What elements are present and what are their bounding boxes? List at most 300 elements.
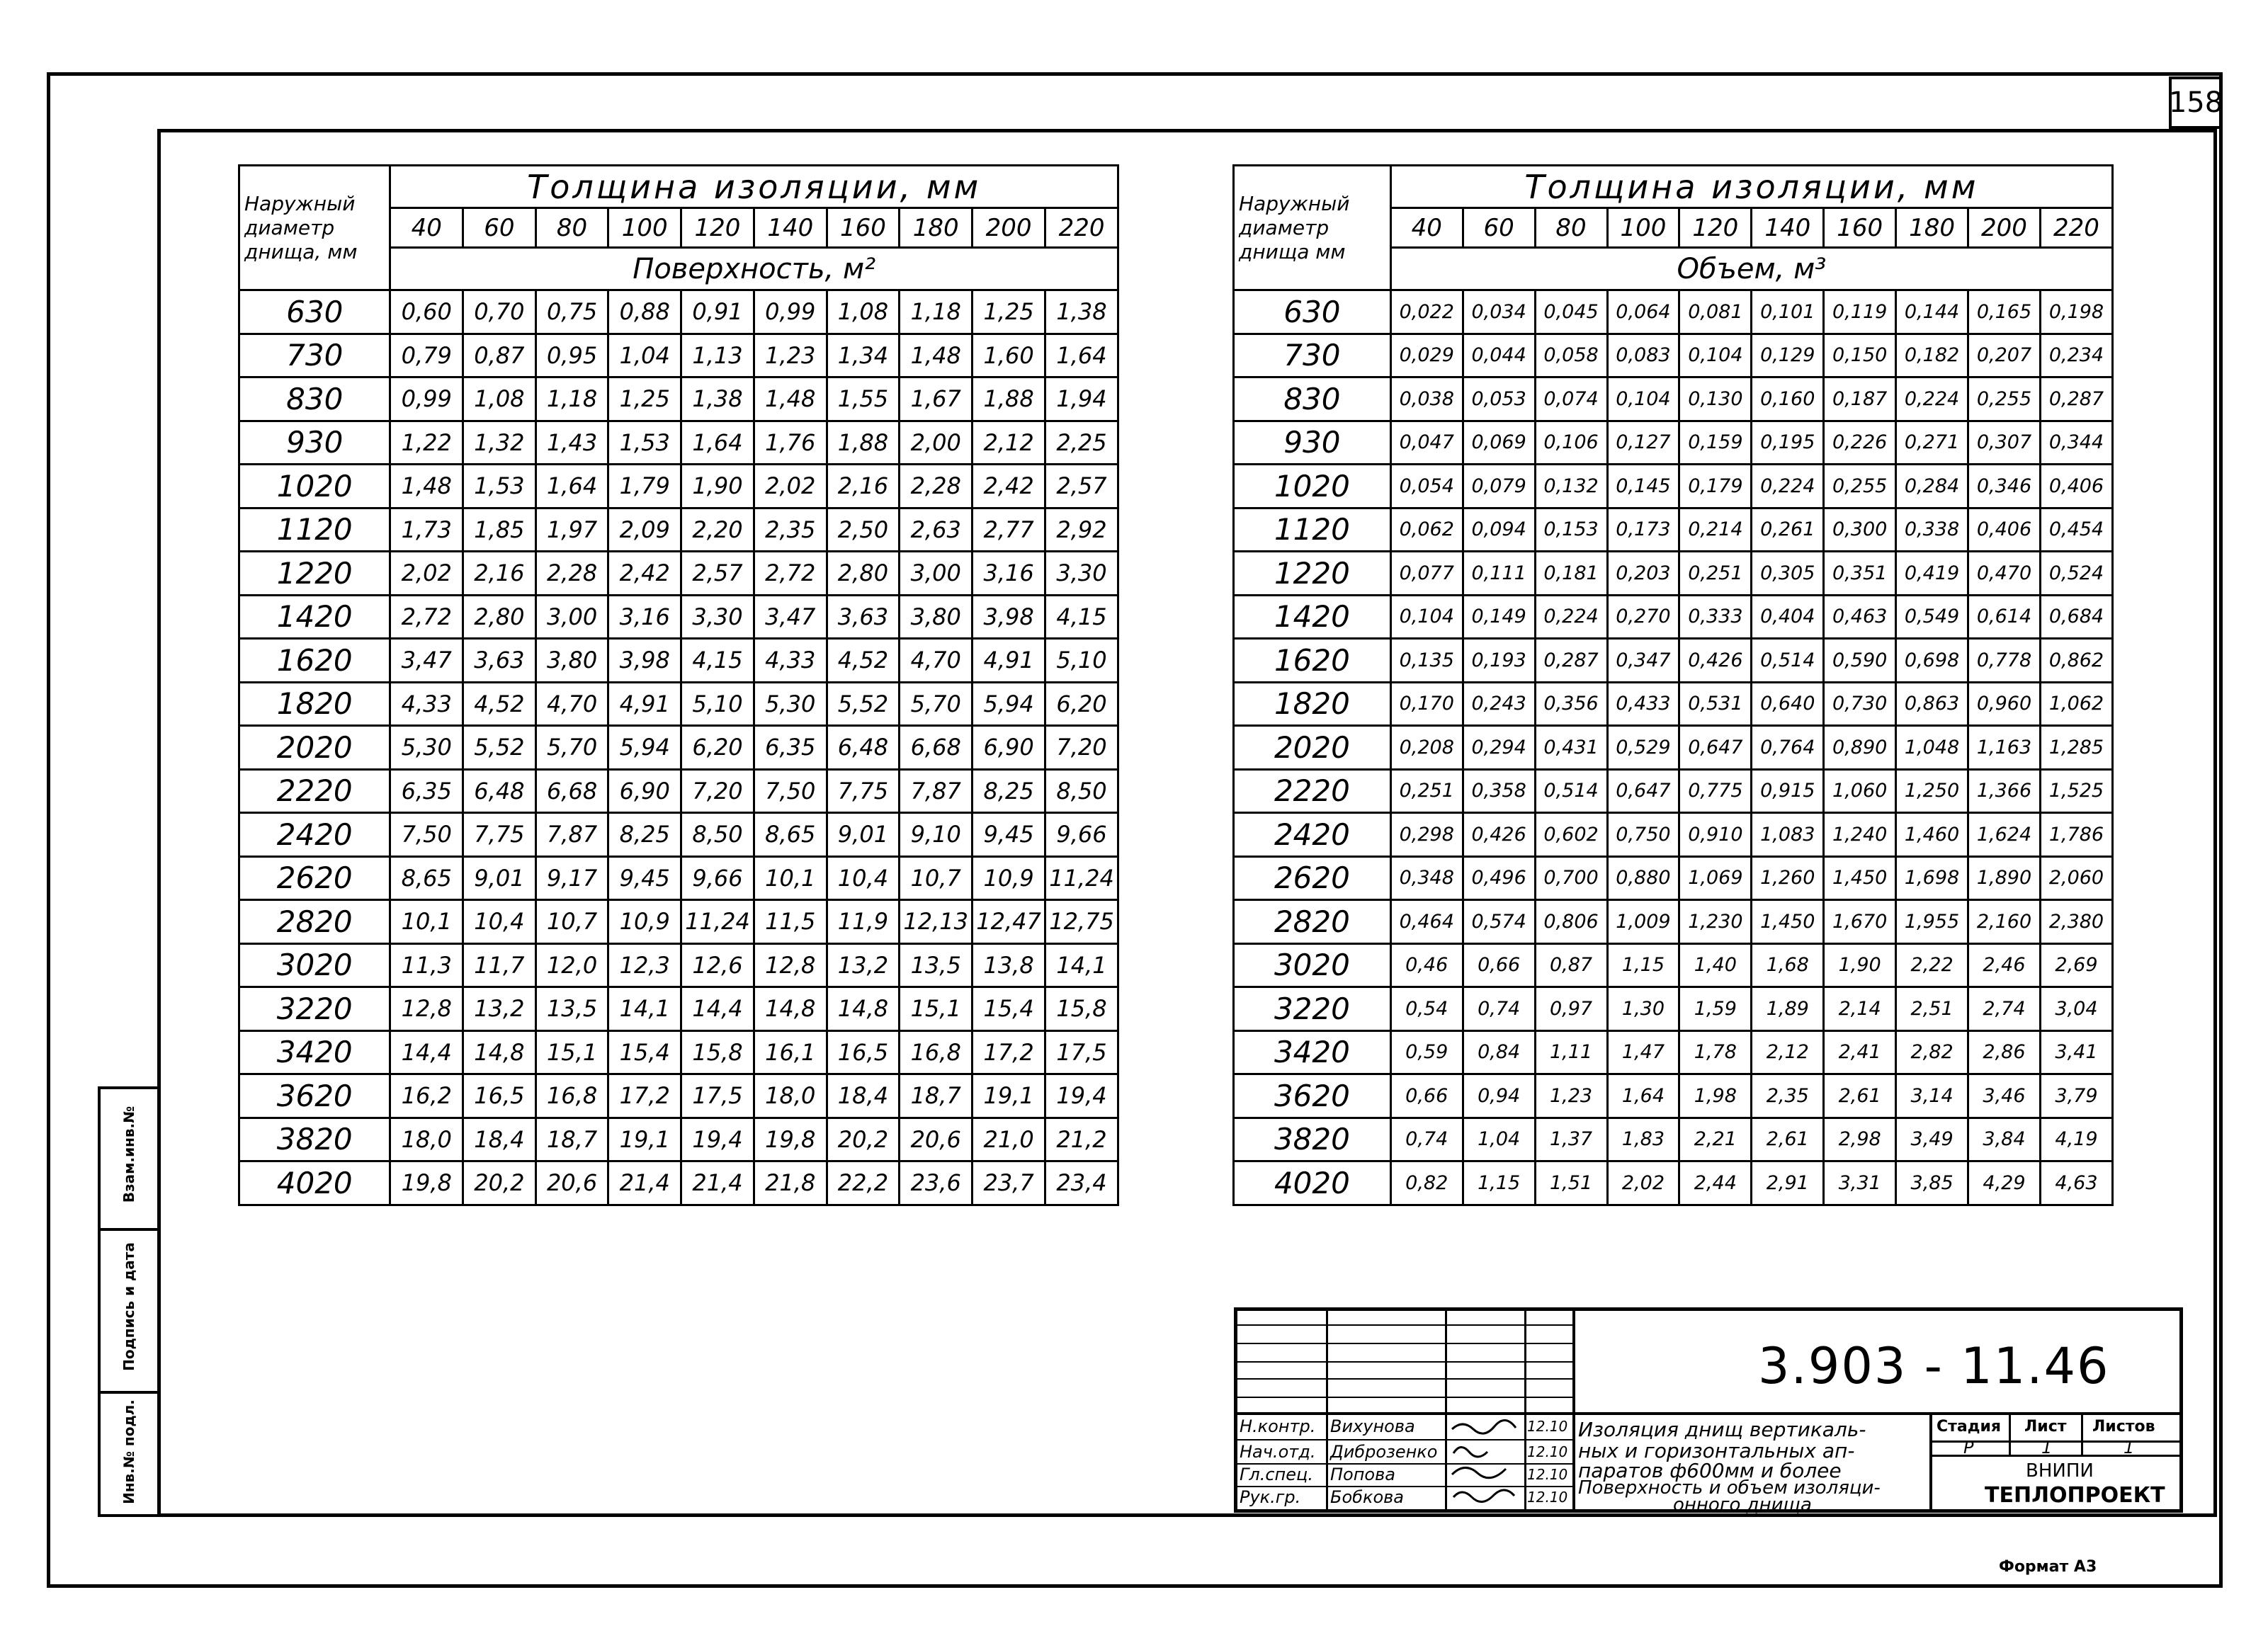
value-cell: 2,51 bbox=[1896, 987, 1968, 1031]
value-cell: 2,12 bbox=[1752, 1030, 1824, 1074]
value-cell: 0,406 bbox=[2040, 465, 2112, 508]
value-cell: 0,700 bbox=[1535, 856, 1607, 900]
value-cell: 14,1 bbox=[1045, 943, 1118, 987]
value-cell: 1,88 bbox=[973, 377, 1045, 421]
value-cell: 1,698 bbox=[1896, 856, 1968, 900]
value-cell: 0,145 bbox=[1607, 465, 1679, 508]
thickness-column-header: 220 bbox=[2040, 208, 2112, 248]
value-cell: 0,862 bbox=[2040, 639, 2112, 683]
side-stamp-label-replace: Взам.инв.№ bbox=[120, 1106, 137, 1203]
value-cell: 0,347 bbox=[1607, 639, 1679, 683]
value-cell: 1,955 bbox=[1896, 900, 1968, 944]
value-cell: 2,380 bbox=[2040, 900, 2112, 944]
value-cell: 3,30 bbox=[1045, 552, 1118, 596]
diameter-cell: 1420 bbox=[239, 595, 390, 639]
document-code: 3.903 - 11.46 bbox=[1758, 1337, 2110, 1395]
value-cell: 0,127 bbox=[1607, 421, 1679, 465]
value-cell: 11,24 bbox=[681, 900, 754, 944]
diameter-cell: 630 bbox=[1234, 290, 1391, 334]
value-cell: 5,70 bbox=[535, 726, 608, 770]
diameter-cell: 1120 bbox=[239, 508, 390, 552]
value-cell: 2,80 bbox=[463, 595, 536, 639]
value-cell: 19,8 bbox=[754, 1118, 827, 1161]
value-cell: 12,8 bbox=[390, 987, 463, 1031]
value-cell: 0,454 bbox=[2040, 508, 2112, 552]
value-cell: 0,094 bbox=[1463, 508, 1535, 552]
value-cell: 4,70 bbox=[900, 639, 973, 683]
value-cell: 0,203 bbox=[1607, 552, 1679, 596]
value-cell: 0,045 bbox=[1535, 290, 1607, 334]
value-cell: 10,7 bbox=[900, 856, 973, 900]
value-cell: 2,060 bbox=[2040, 856, 2112, 900]
value-cell: 12,75 bbox=[1045, 900, 1118, 944]
value-cell: 2,57 bbox=[1045, 465, 1118, 508]
value-cell: 0,047 bbox=[1390, 421, 1463, 465]
value-cell: 9,01 bbox=[463, 856, 536, 900]
value-cell: 4,29 bbox=[1968, 1161, 2041, 1205]
table-row bbox=[239, 769, 1118, 813]
description-line: Изоляция днищ вертикаль- bbox=[1578, 1418, 1866, 1441]
value-cell: 0,806 bbox=[1535, 900, 1607, 944]
value-cell: 1,59 bbox=[1679, 987, 1752, 1031]
diameter-cell: 1620 bbox=[239, 639, 390, 683]
role-label: Гл.спец. bbox=[1240, 1465, 1313, 1484]
value-cell: 0,243 bbox=[1463, 682, 1535, 726]
diameter-cell: 1820 bbox=[239, 682, 390, 726]
value-cell: 0,053 bbox=[1463, 377, 1535, 421]
value-cell: 1,23 bbox=[754, 334, 827, 377]
value-cell: 2,44 bbox=[1679, 1161, 1752, 1205]
value-cell: 0,058 bbox=[1535, 334, 1607, 377]
table-row bbox=[1234, 1030, 2113, 1074]
table-row bbox=[239, 334, 1118, 377]
value-cell: 0,602 bbox=[1535, 813, 1607, 857]
table-row bbox=[1234, 290, 2113, 334]
value-cell: 0,181 bbox=[1535, 552, 1607, 596]
thickness-header: Толщина изоляции, мм bbox=[1390, 166, 2112, 208]
value-cell: 1,890 bbox=[1968, 856, 2041, 900]
value-cell: 0,464 bbox=[1390, 900, 1463, 944]
value-cell: 19,4 bbox=[681, 1118, 754, 1161]
value-cell: 2,57 bbox=[681, 552, 754, 596]
table-row bbox=[1234, 943, 2113, 987]
value-cell: 21,0 bbox=[973, 1118, 1045, 1161]
value-cell: 0,224 bbox=[1752, 465, 1824, 508]
table-row bbox=[239, 421, 1118, 465]
value-cell: 0,79 bbox=[390, 334, 463, 377]
value-cell: 3,30 bbox=[681, 595, 754, 639]
value-cell: 18,4 bbox=[827, 1074, 900, 1118]
value-cell: 11,24 bbox=[1045, 856, 1118, 900]
value-cell: 0,224 bbox=[1896, 377, 1968, 421]
diameter-cell: 3620 bbox=[1234, 1074, 1391, 1118]
value-cell: 5,52 bbox=[827, 682, 900, 726]
value-cell: 19,1 bbox=[973, 1074, 1045, 1118]
value-cell: 2,42 bbox=[608, 552, 681, 596]
table-row bbox=[1234, 1118, 2113, 1161]
value-cell: 0,294 bbox=[1463, 726, 1535, 770]
value-cell: 0,153 bbox=[1535, 508, 1607, 552]
value-cell: 11,3 bbox=[390, 943, 463, 987]
value-cell: 2,91 bbox=[1752, 1161, 1824, 1205]
value-cell: 1,22 bbox=[390, 421, 463, 465]
value-cell: 0,419 bbox=[1896, 552, 1968, 596]
value-cell: 11,5 bbox=[754, 900, 827, 944]
value-cell: 2,82 bbox=[1896, 1030, 1968, 1074]
value-cell: 5,10 bbox=[1045, 639, 1118, 683]
value-cell: 16,1 bbox=[754, 1030, 827, 1074]
value-cell: 0,101 bbox=[1752, 290, 1824, 334]
diameter-cell: 4020 bbox=[1234, 1161, 1391, 1205]
value-cell: 9,45 bbox=[608, 856, 681, 900]
sheet-number: 158 bbox=[2169, 76, 2223, 129]
value-cell: 1,04 bbox=[608, 334, 681, 377]
value-cell: 1,48 bbox=[390, 465, 463, 508]
value-cell: 1,525 bbox=[2040, 769, 2112, 813]
value-cell: 3,16 bbox=[973, 552, 1045, 596]
value-cell: 1,51 bbox=[1535, 1161, 1607, 1205]
value-cell: 14,4 bbox=[681, 987, 754, 1031]
diameter-cell: 2620 bbox=[1234, 856, 1391, 900]
value-cell: 2,12 bbox=[973, 421, 1045, 465]
value-cell: 0,764 bbox=[1752, 726, 1824, 770]
value-cell: 2,72 bbox=[390, 595, 463, 639]
value-cell: 0,195 bbox=[1752, 421, 1824, 465]
value-cell: 0,960 bbox=[1968, 682, 2041, 726]
value-cell: 1,38 bbox=[681, 377, 754, 421]
value-cell: 12,8 bbox=[754, 943, 827, 987]
value-cell: 1,78 bbox=[1679, 1030, 1752, 1074]
value-cell: 0,187 bbox=[1824, 377, 1896, 421]
value-cell: 4,15 bbox=[681, 639, 754, 683]
value-cell: 1,230 bbox=[1679, 900, 1752, 944]
value-cell: 1,73 bbox=[390, 508, 463, 552]
value-cell: 17,2 bbox=[973, 1030, 1045, 1074]
value-cell: 1,37 bbox=[1535, 1118, 1607, 1161]
value-cell: 13,2 bbox=[463, 987, 536, 1031]
value-cell: 15,8 bbox=[1045, 987, 1118, 1031]
value-cell: 3,41 bbox=[2040, 1030, 2112, 1074]
value-cell: 1,460 bbox=[1896, 813, 1968, 857]
value-cell: 1,285 bbox=[2040, 726, 2112, 770]
value-cell: 19,8 bbox=[390, 1161, 463, 1205]
value-cell: 2,69 bbox=[2040, 943, 2112, 987]
value-cell: 0,880 bbox=[1607, 856, 1679, 900]
value-cell: 9,66 bbox=[1045, 813, 1118, 857]
value-cell: 1,53 bbox=[608, 421, 681, 465]
value-cell: 16,8 bbox=[900, 1030, 973, 1074]
value-cell: 2,61 bbox=[1824, 1074, 1896, 1118]
value-cell: 3,04 bbox=[2040, 987, 2112, 1031]
table-row bbox=[1234, 508, 2113, 552]
value-cell: 0,255 bbox=[1824, 465, 1896, 508]
signatures-graphic bbox=[1446, 1414, 1524, 1511]
value-cell: 18,0 bbox=[390, 1118, 463, 1161]
value-cell: 10,9 bbox=[608, 900, 681, 944]
value-cell: 0,590 bbox=[1824, 639, 1896, 683]
value-cell: 12,0 bbox=[535, 943, 608, 987]
value-cell: 11,9 bbox=[827, 900, 900, 944]
table-row bbox=[1234, 552, 2113, 596]
value-cell: 0,150 bbox=[1824, 334, 1896, 377]
value-cell: 5,70 bbox=[900, 682, 973, 726]
value-cell: 0,198 bbox=[2040, 290, 2112, 334]
value-cell: 14,4 bbox=[390, 1030, 463, 1074]
value-cell: 1,060 bbox=[1824, 769, 1896, 813]
value-cell: 0,730 bbox=[1824, 682, 1896, 726]
diameter-cell: 930 bbox=[1234, 421, 1391, 465]
value-cell: 0,614 bbox=[1968, 595, 2041, 639]
value-cell: 1,048 bbox=[1896, 726, 1968, 770]
value-cell: 0,135 bbox=[1390, 639, 1463, 683]
value-cell: 8,50 bbox=[681, 813, 754, 857]
value-cell: 1,76 bbox=[754, 421, 827, 465]
surface-table-body bbox=[239, 290, 1118, 1205]
value-cell: 7,20 bbox=[1045, 726, 1118, 770]
value-cell: 15,1 bbox=[900, 987, 973, 1031]
value-cell: 1,366 bbox=[1968, 769, 2041, 813]
surface-subheader: Поверхность, м² bbox=[390, 248, 1118, 290]
value-cell: 1,30 bbox=[1607, 987, 1679, 1031]
value-cell: 0,890 bbox=[1824, 726, 1896, 770]
value-cell: 2,00 bbox=[900, 421, 973, 465]
value-cell: 1,34 bbox=[827, 334, 900, 377]
value-cell: 14,1 bbox=[608, 987, 681, 1031]
value-cell: 6,48 bbox=[827, 726, 900, 770]
value-cell: 0,70 bbox=[463, 290, 536, 334]
table-row bbox=[1234, 1074, 2113, 1118]
value-cell: 0,022 bbox=[1390, 290, 1463, 334]
signer-name: Попова bbox=[1330, 1465, 1395, 1484]
sign-date: 12.10 bbox=[1527, 1489, 1568, 1506]
value-cell: 5,94 bbox=[973, 682, 1045, 726]
stage-value: Р bbox=[1963, 1438, 1974, 1457]
diameter-cell: 4020 bbox=[239, 1161, 390, 1205]
value-cell: 0,406 bbox=[1968, 508, 2041, 552]
value-cell: 0,298 bbox=[1390, 813, 1463, 857]
value-cell: 2,74 bbox=[1968, 987, 2041, 1031]
diameter-cell: 830 bbox=[239, 377, 390, 421]
value-cell: 7,50 bbox=[754, 769, 827, 813]
thickness-column-header: 140 bbox=[754, 208, 827, 248]
value-cell: 1,64 bbox=[535, 465, 608, 508]
value-cell: 0,287 bbox=[2040, 377, 2112, 421]
diameter-cell: 1620 bbox=[1234, 639, 1391, 683]
format-label: Формат А3 bbox=[1999, 1558, 2097, 1576]
value-cell: 3,80 bbox=[900, 595, 973, 639]
value-cell: 0,647 bbox=[1679, 726, 1752, 770]
diameter-cell: 2020 bbox=[1234, 726, 1391, 770]
diameter-cell: 1220 bbox=[239, 552, 390, 596]
value-cell: 0,82 bbox=[1390, 1161, 1463, 1205]
value-cell: 0,160 bbox=[1752, 377, 1824, 421]
value-cell: 3,80 bbox=[535, 639, 608, 683]
value-cell: 14,8 bbox=[754, 987, 827, 1031]
value-cell: 2,35 bbox=[1752, 1074, 1824, 1118]
table-row bbox=[239, 1118, 1118, 1161]
value-cell: 0,207 bbox=[1968, 334, 2041, 377]
value-cell: 1,64 bbox=[1045, 334, 1118, 377]
value-cell: 2,35 bbox=[754, 508, 827, 552]
value-cell: 1,450 bbox=[1752, 900, 1824, 944]
value-cell: 6,20 bbox=[1045, 682, 1118, 726]
value-cell: 0,129 bbox=[1752, 334, 1824, 377]
value-cell: 0,348 bbox=[1390, 856, 1463, 900]
role-label: Нач.отд. bbox=[1240, 1442, 1316, 1462]
diameter-cell: 2220 bbox=[239, 769, 390, 813]
value-cell: 0,106 bbox=[1535, 421, 1607, 465]
value-cell: 4,91 bbox=[608, 682, 681, 726]
value-cell: 2,41 bbox=[1824, 1030, 1896, 1074]
thickness-column-header: 160 bbox=[827, 208, 900, 248]
diameter-cell: 3820 bbox=[1234, 1118, 1391, 1161]
value-cell: 2,22 bbox=[1896, 943, 1968, 987]
value-cell: 7,87 bbox=[900, 769, 973, 813]
value-cell: 20,6 bbox=[900, 1118, 973, 1161]
value-cell: 2,28 bbox=[900, 465, 973, 508]
value-cell: 0,66 bbox=[1463, 943, 1535, 987]
diameter-cell: 1220 bbox=[1234, 552, 1391, 596]
table-row bbox=[239, 682, 1118, 726]
value-cell: 0,261 bbox=[1752, 508, 1824, 552]
value-cell: 13,2 bbox=[827, 943, 900, 987]
table-row bbox=[239, 943, 1118, 987]
value-cell: 0,647 bbox=[1607, 769, 1679, 813]
surface-table bbox=[238, 164, 1119, 1206]
value-cell: 0,358 bbox=[1463, 769, 1535, 813]
value-cell: 0,698 bbox=[1896, 639, 1968, 683]
value-cell: 0,193 bbox=[1463, 639, 1535, 683]
sheet-value: 1 bbox=[2041, 1438, 2053, 1457]
value-cell: 16,2 bbox=[390, 1074, 463, 1118]
side-stamp-cell-signature bbox=[101, 1231, 160, 1394]
value-cell: 7,75 bbox=[463, 813, 536, 857]
value-cell: 16,5 bbox=[827, 1030, 900, 1074]
value-cell: 2,46 bbox=[1968, 943, 2041, 987]
diameter-cell: 3020 bbox=[239, 943, 390, 987]
value-cell: 2,63 bbox=[900, 508, 973, 552]
value-cell: 1,32 bbox=[463, 421, 536, 465]
value-cell: 0,044 bbox=[1463, 334, 1535, 377]
value-cell: 0,083 bbox=[1607, 334, 1679, 377]
value-cell: 0,549 bbox=[1896, 595, 1968, 639]
value-cell: 4,91 bbox=[973, 639, 1045, 683]
value-cell: 0,130 bbox=[1679, 377, 1752, 421]
value-cell: 2,09 bbox=[608, 508, 681, 552]
value-cell: 3,98 bbox=[608, 639, 681, 683]
signer-name: Вихунова bbox=[1330, 1416, 1415, 1436]
description-line: паратов ф600мм и более bbox=[1578, 1459, 1842, 1482]
value-cell: 1,43 bbox=[535, 421, 608, 465]
sign-date: 12.10 bbox=[1527, 1418, 1568, 1435]
table-row bbox=[239, 726, 1118, 770]
value-cell: 2,86 bbox=[1968, 1030, 2041, 1074]
value-cell: 1,083 bbox=[1752, 813, 1824, 857]
value-cell: 6,35 bbox=[390, 769, 463, 813]
table-row bbox=[239, 1074, 1118, 1118]
diameter-cell: 3420 bbox=[1234, 1030, 1391, 1074]
value-cell: 4,52 bbox=[827, 639, 900, 683]
value-cell: 21,2 bbox=[1045, 1118, 1118, 1161]
value-cell: 3,98 bbox=[973, 595, 1045, 639]
value-cell: 0,529 bbox=[1607, 726, 1679, 770]
value-cell: 2,25 bbox=[1045, 421, 1118, 465]
value-cell: 0,062 bbox=[1390, 508, 1463, 552]
thickness-column-header: 40 bbox=[1390, 208, 1463, 248]
value-cell: 1,08 bbox=[827, 290, 900, 334]
value-cell: 0,87 bbox=[463, 334, 536, 377]
table-row bbox=[1234, 595, 2113, 639]
value-cell: 0,750 bbox=[1607, 813, 1679, 857]
value-cell: 12,47 bbox=[973, 900, 1045, 944]
value-cell: 5,94 bbox=[608, 726, 681, 770]
diameter-cell: 2220 bbox=[1234, 769, 1391, 813]
value-cell: 0,99 bbox=[390, 377, 463, 421]
value-cell: 0,064 bbox=[1607, 290, 1679, 334]
value-cell: 8,65 bbox=[754, 813, 827, 857]
value-cell: 0,079 bbox=[1463, 465, 1535, 508]
value-cell: 18,7 bbox=[900, 1074, 973, 1118]
volume-table bbox=[1232, 164, 2114, 1206]
value-cell: 1,90 bbox=[681, 465, 754, 508]
value-cell: 21,4 bbox=[608, 1161, 681, 1205]
org-name-2: ТЕПЛОПРОЕКТ bbox=[1985, 1483, 2165, 1508]
value-cell: 5,52 bbox=[463, 726, 536, 770]
value-cell: 23,4 bbox=[1045, 1161, 1118, 1205]
diameter-cell: 1020 bbox=[1234, 465, 1391, 508]
sign-date: 12.10 bbox=[1527, 1443, 1568, 1460]
value-cell: 23,6 bbox=[900, 1161, 973, 1205]
value-cell: 0,234 bbox=[2040, 334, 2112, 377]
value-cell: 1,163 bbox=[1968, 726, 2041, 770]
table-row bbox=[239, 813, 1118, 857]
volume-table-body bbox=[1234, 290, 2113, 1205]
value-cell: 12,13 bbox=[900, 900, 973, 944]
value-cell: 18,7 bbox=[535, 1118, 608, 1161]
value-cell: 2,02 bbox=[754, 465, 827, 508]
value-cell: 0,029 bbox=[1390, 334, 1463, 377]
diameter-cell: 1020 bbox=[239, 465, 390, 508]
value-cell: 1,98 bbox=[1679, 1074, 1752, 1118]
value-cell: 15,8 bbox=[681, 1030, 754, 1074]
value-cell: 0,338 bbox=[1896, 508, 1968, 552]
value-cell: 1,240 bbox=[1824, 813, 1896, 857]
side-stamp-label-signature: Подпись и дата bbox=[120, 1242, 137, 1371]
value-cell: 4,33 bbox=[754, 639, 827, 683]
value-cell: 0,87 bbox=[1535, 943, 1607, 987]
table-row bbox=[1234, 682, 2113, 726]
value-cell: 1,67 bbox=[900, 377, 973, 421]
value-cell: 0,910 bbox=[1679, 813, 1752, 857]
thickness-column-header: 100 bbox=[1607, 208, 1679, 248]
diameter-cell: 3220 bbox=[1234, 987, 1391, 1031]
value-cell: 0,514 bbox=[1752, 639, 1824, 683]
value-cell: 18,0 bbox=[754, 1074, 827, 1118]
value-cell: 1,85 bbox=[463, 508, 536, 552]
value-cell: 2,160 bbox=[1968, 900, 2041, 944]
value-cell: 0,144 bbox=[1896, 290, 1968, 334]
value-cell: 9,01 bbox=[827, 813, 900, 857]
table-row bbox=[1234, 334, 2113, 377]
value-cell: 0,75 bbox=[535, 290, 608, 334]
value-cell: 10,1 bbox=[754, 856, 827, 900]
value-cell: 2,02 bbox=[1607, 1161, 1679, 1205]
value-cell: 3,63 bbox=[463, 639, 536, 683]
value-cell: 0,034 bbox=[1463, 290, 1535, 334]
thickness-header: Толщина изоляции, мм bbox=[390, 166, 1118, 208]
value-cell: 1,38 bbox=[1045, 290, 1118, 334]
value-cell: 0,404 bbox=[1752, 595, 1824, 639]
